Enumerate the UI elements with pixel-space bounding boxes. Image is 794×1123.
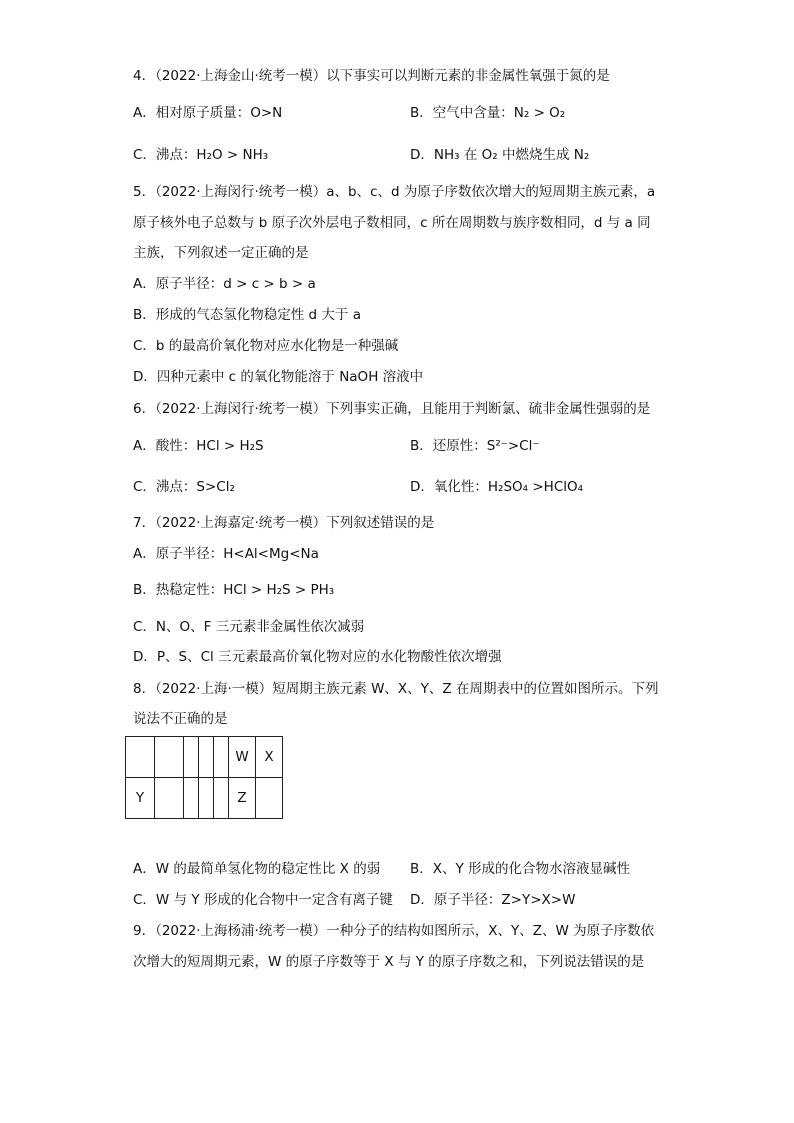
question-6-option-b: B．还原性：S²⁻>Cl⁻ [410, 438, 540, 454]
table-cell [126, 737, 155, 778]
question-6-option-a: A．酸性：HCl > H₂S [133, 438, 264, 454]
question-4-option-c: C．沸点：H₂O > NH₃ [133, 147, 269, 163]
question-4-stem: 4．（2022·上海金山·统考一模）以下事实可以判断元素的非金属性氧强于氮的是 [133, 68, 610, 84]
table-cell-z: Z [229, 778, 256, 819]
table-cell [214, 778, 229, 819]
question-9-stem-line1: 9．（2022·上海杨浦·统考一模）一种分子的结构如图所示，X、Y、Z、W 为原子序数依 [133, 923, 655, 939]
table-cell [199, 778, 214, 819]
question-8-option-a: A．W 的最简单氢化物的稳定性比 X 的弱 [133, 861, 381, 877]
table-cell-y: Y [126, 778, 155, 819]
table-cell [256, 778, 283, 819]
question-4-option-a: A．相对原子质量：O>N [133, 105, 283, 121]
question-4-option-d: D．NH₃ 在 O₂ 中燃烧生成 N₂ [410, 147, 590, 163]
question-7-option-d: D．P、S、Cl 三元素最高价氧化物对应的水化物酸性依次增强 [133, 649, 502, 665]
question-8-option-c: C．W 与 Y 形成的化合物中一定含有离子键 [133, 892, 393, 908]
question-7-option-b: B．热稳定性：HCl > H₂S > PH₃ [133, 582, 335, 598]
question-5-stem-line1: 5．（2022·上海闵行·统考一模）a、b、c、d 为原子序数依次增大的短周期主族元素，a [133, 184, 656, 200]
question-4-option-b: B．空气中含量：N₂ > O₂ [410, 105, 566, 121]
table-cell [184, 778, 199, 819]
question-7-option-c: C．N、O、F 三元素非金属性依次减弱 [133, 619, 365, 635]
question-7-option-a: A．原子半径：H<Al<Mg<Na [133, 546, 319, 562]
question-6-option-d: D．氧化性：H₂SO₄ >HClO₄ [410, 479, 584, 495]
periodic-table-fragment [125, 736, 283, 819]
question-5-option-b: B．形成的气态氢化物稳定性 d 大于 a [133, 307, 361, 323]
question-8-stem-line1: 8．（2022·上海·一模）短周期主族元素 W、X、Y、Z 在周期表中的位置如图所示。下列 [133, 681, 659, 697]
question-5-option-c: C．b 的最高价氧化物对应水化物是一种强碱 [133, 338, 399, 354]
table-cell [199, 737, 214, 778]
table-cell [184, 737, 199, 778]
table-cell [155, 737, 184, 778]
question-6-stem: 6．（2022·上海闵行·统考一模）下列事实正确，且能用于判断氯、硫非金属性强弱的是 [133, 401, 651, 417]
question-5-stem-line2: 原子核外电子总数与 b 原子次外层电子数相同，c 所在周期数与族序数相同，d 与 a 同 [133, 215, 651, 231]
question-6-option-c: C．沸点：S>Cl₂ [133, 479, 235, 495]
question-8-option-d: D．原子半径：Z>Y>X>W [410, 892, 576, 908]
question-8-stem-line2: 说法不正确的是 [133, 711, 228, 727]
question-9-stem-line2: 次增大的短周期元素，W 的原子序数等于 X 与 Y 的原子序数之和，下列说法错误的是 [133, 954, 645, 970]
table-cell-x: X [256, 737, 283, 778]
question-7-stem: 7．（2022·上海嘉定·统考一模）下列叙述错误的是 [133, 515, 435, 531]
table-row [126, 737, 283, 778]
question-8-option-b: B．X、Y 形成的化合物水溶液显碱性 [410, 861, 631, 877]
question-5-option-a: A．原子半径：d > c > b > a [133, 276, 316, 292]
table-cell-w: W [229, 737, 256, 778]
table-cell [155, 778, 184, 819]
table-row [126, 778, 283, 819]
table-cell [214, 737, 229, 778]
question-5-stem-line3: 主族，下列叙述一定正确的是 [133, 245, 309, 261]
question-5-option-d: D．四种元素中 c 的氧化物能溶于 NaOH 溶液中 [133, 369, 424, 385]
